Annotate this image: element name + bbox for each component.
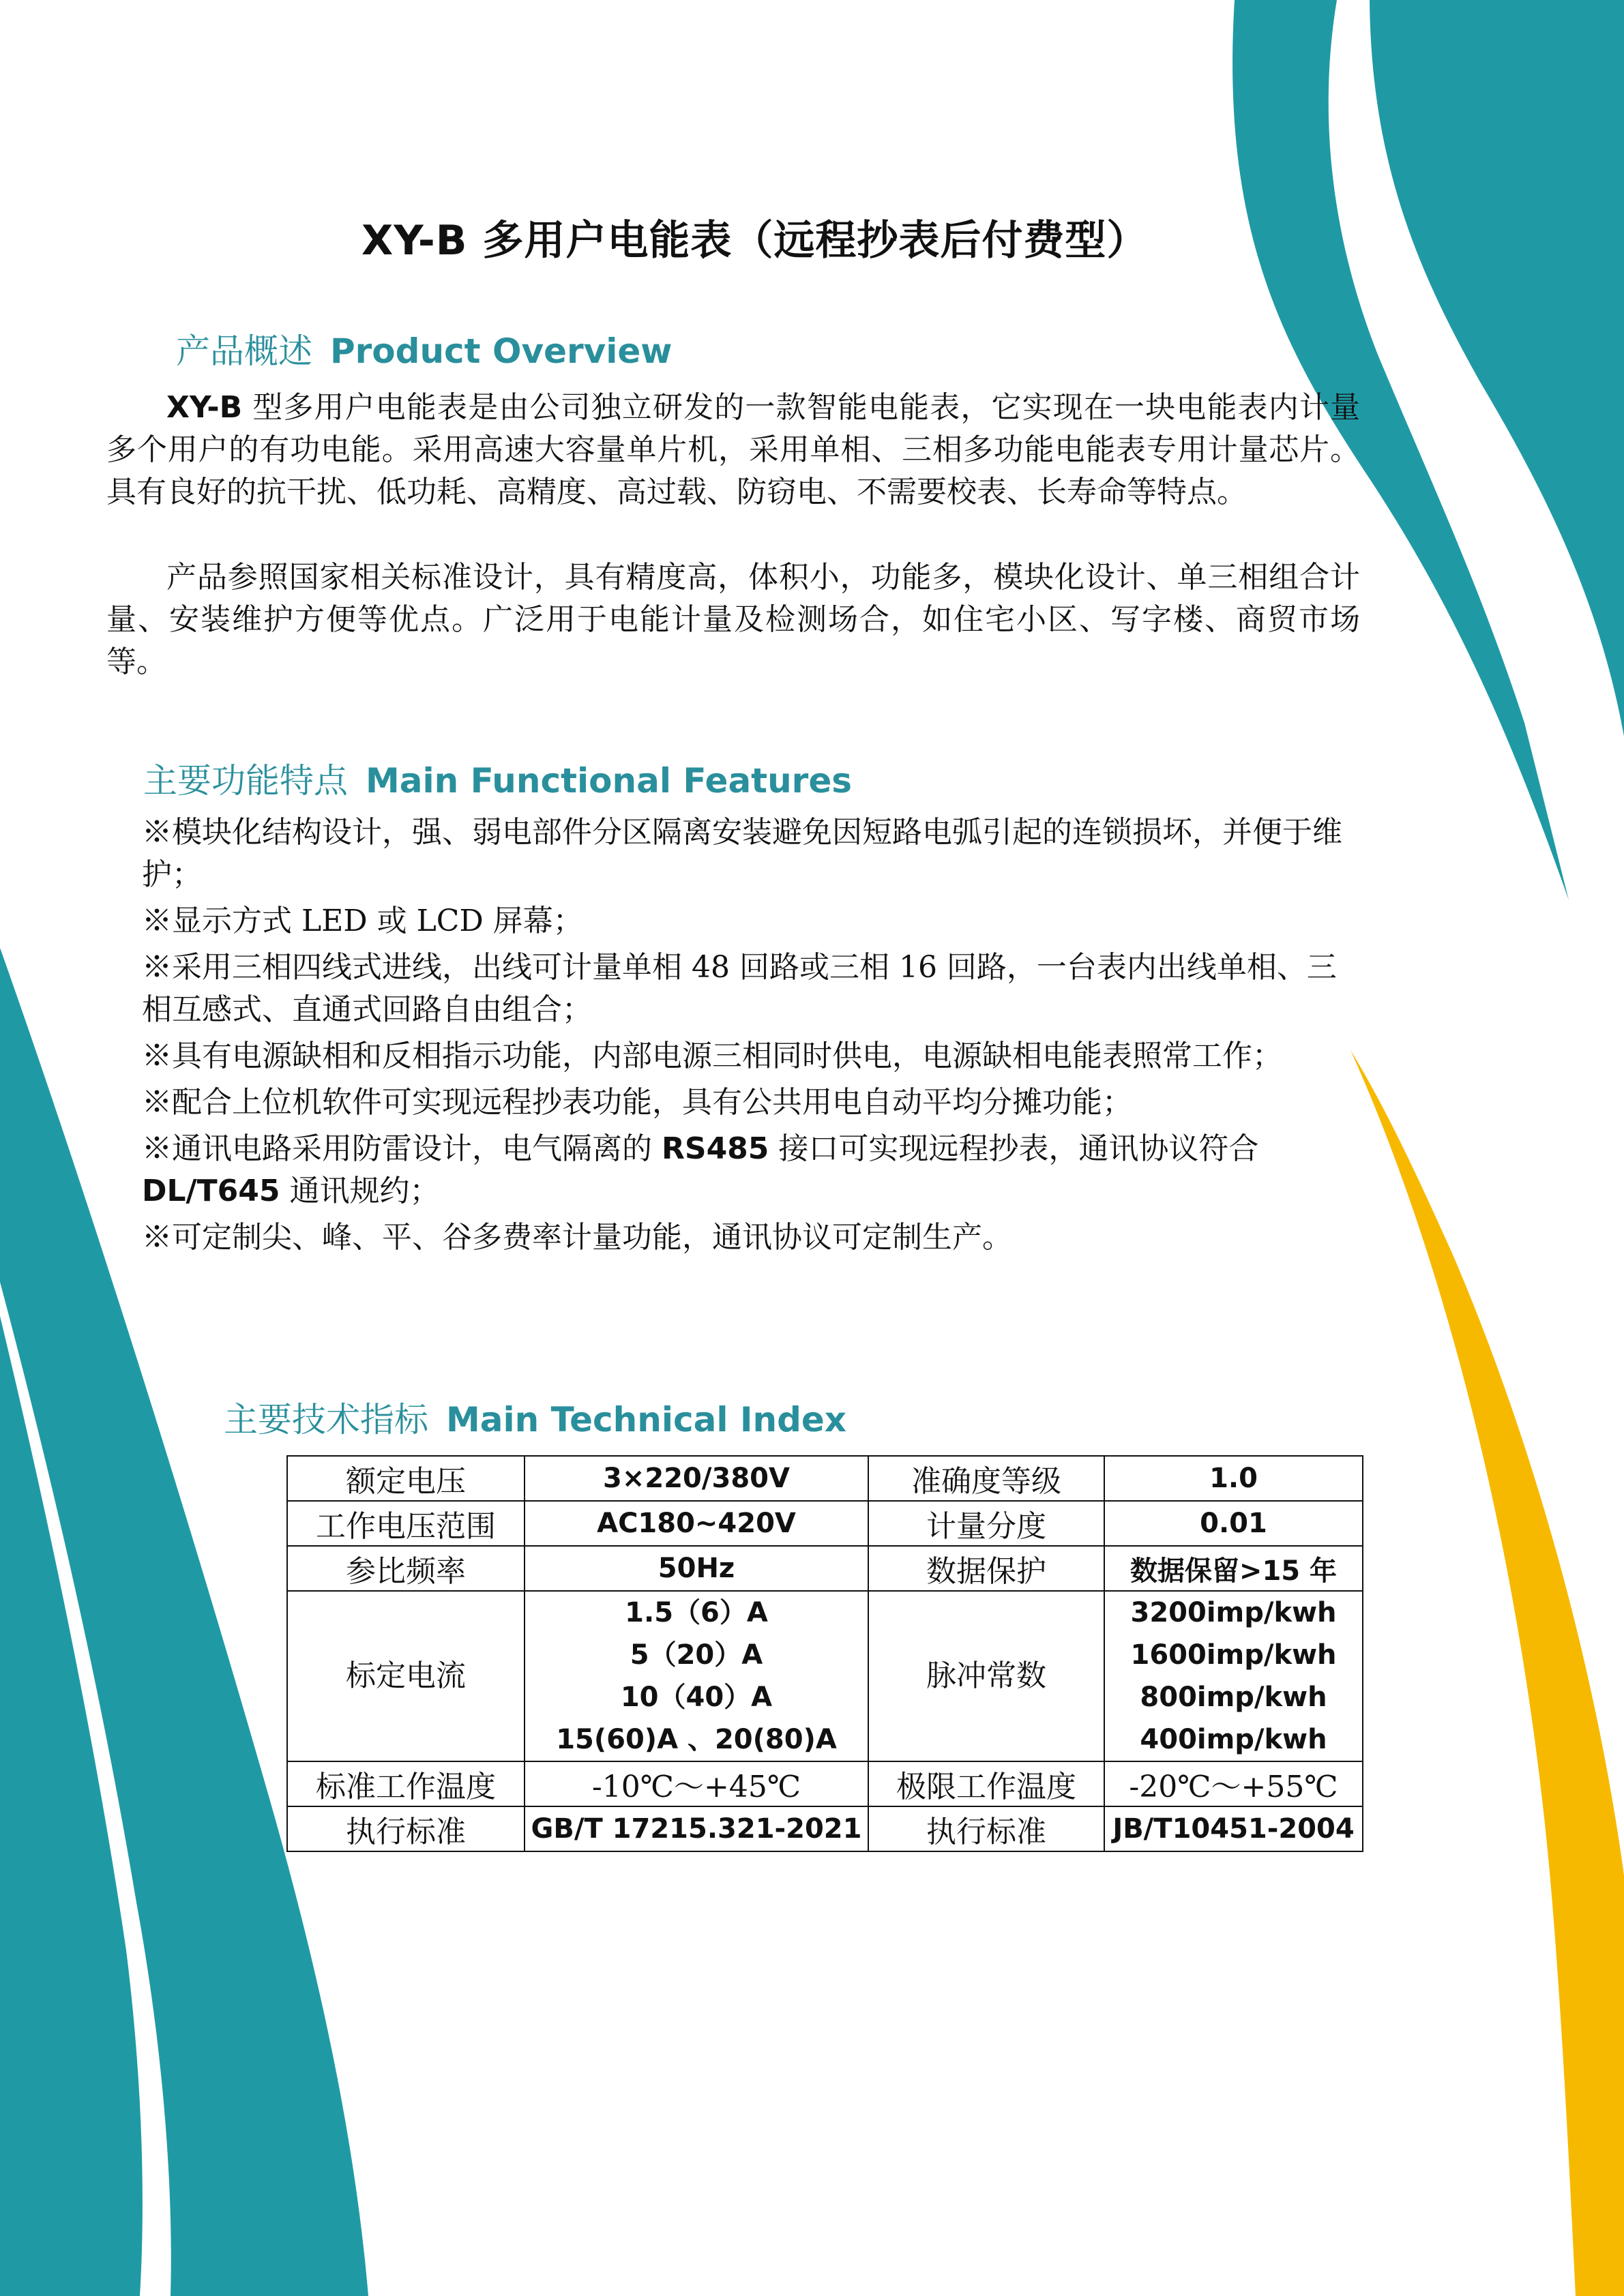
limit-temp-label: 极限工作温度: [868, 1761, 1104, 1806]
overview-p1-text: 型多用户电能表是由公司独立研发的一款智能电能表，它实现在一块电能表内计量多个用户的有功电能。采用高速大容量单片机，采用单相、三相多功能电能表专用计量芯片。具有良好的抗干扰、低功耗、高精度、高过载、防窃电、不需要校表、长寿命等特点。: [106, 390, 1360, 509]
table-row: [287, 1591, 1363, 1761]
feature-item-2: ※显示方式 LED 或 LCD 屏幕；: [142, 904, 583, 938]
standard-temp-label: 标准工作温度: [287, 1761, 525, 1806]
pulse-constant-value: 400imp/kwh: [1140, 1724, 1327, 1755]
feature-item-5: ※配合上位机软件可实现远程抄表功能，具有公共用电自动平均分摊功能；: [142, 1085, 1132, 1120]
overview-heading-zh: 产品概述: [176, 331, 312, 371]
tech-heading-zh: 主要技术指标: [224, 1400, 428, 1440]
feature-item-4: ※具有电源缺相和反相指示功能，内部电源三相同时供电，电源缺相电能表照常工作；: [142, 1039, 1282, 1073]
table-row: [287, 1761, 1363, 1806]
table-row: [287, 1456, 1363, 1501]
feature-6-part-a: ※通讯电路采用防雷设计，电气隔离的: [142, 1131, 662, 1166]
accuracy-value: 1.0: [1104, 1456, 1363, 1501]
standard-value: GB/T 17215.321-2021: [525, 1806, 868, 1851]
rated-current-value: 1.5（6）A: [625, 1597, 768, 1628]
rated-current-values: [525, 1591, 868, 1761]
rated-current-value: 10（40）A: [620, 1682, 773, 1713]
standard-temp-value: -10℃～+45℃: [525, 1761, 868, 1806]
pulse-constant-value: 800imp/kwh: [1140, 1682, 1327, 1713]
frequency-value: 50Hz: [525, 1546, 868, 1591]
table-row: [287, 1806, 1363, 1851]
standard-2-label: 执行标准: [868, 1806, 1104, 1851]
rated-voltage-label: 额定电压: [287, 1456, 525, 1501]
features-list: [142, 811, 1349, 1263]
feature-item-6: [142, 1128, 1349, 1212]
table-row: [287, 1501, 1363, 1546]
feature-item-7: ※可定制尖、峰、平、谷多费率计量功能，通讯协议可定制生产。: [142, 1220, 1012, 1255]
rated-voltage-value: 3×220/380V: [525, 1456, 868, 1501]
overview-paragraph-2: 产品参照国家相关标准设计，具有精度高，体积小，功能多，模块化设计、单三相组合计量、安装维护方便等优点。广泛用于电能计量及检测场合，如住宅小区、写字楼、商贸市场等。: [106, 560, 1360, 679]
voltage-range-value: AC180~420V: [525, 1501, 868, 1546]
page-title: XY-B 多用户电能表（远程抄表后付费型）: [361, 217, 1149, 265]
standard-label: 执行标准: [287, 1806, 525, 1851]
rated-current-value: 5（20）A: [630, 1639, 763, 1671]
limit-temp-value: -20℃～+55℃: [1104, 1761, 1363, 1806]
overview-paragraph-1: [106, 387, 1360, 513]
tech-heading: [224, 1392, 846, 1442]
overview-heading-en: Product Overview: [330, 331, 673, 371]
feature-item-3: ※采用三相四线式进线，出线可计量单相 48 回路或三相 16 回路，一台表内出线单相、三相互感式、直通式回路自由组合；: [142, 950, 1337, 1027]
tech-heading-en: Main Technical Index: [446, 1400, 847, 1440]
overview-model: XY-B: [166, 390, 243, 425]
data-protection-label: 数据保护: [868, 1546, 1104, 1591]
feature-6-part-e: 通讯规约；: [280, 1174, 440, 1208]
feature-6-dlt645: DL/T645: [142, 1174, 280, 1208]
resolution-label: 计量分度: [868, 1501, 1104, 1546]
features-heading-en: Main Functional Features: [366, 761, 853, 801]
tech-spec-table: [286, 1455, 1363, 1852]
feature-6-rs485: RS485: [662, 1131, 769, 1166]
resolution-value: 0.01: [1104, 1501, 1363, 1546]
data-protection-value: 数据保留>15 年: [1104, 1546, 1363, 1591]
rated-current-value: 15(60)A 、20(80)A: [556, 1724, 837, 1755]
overview-heading: [176, 324, 673, 373]
accuracy-label: 准确度等级: [868, 1456, 1104, 1501]
standard-2-value: JB/T10451-2004: [1104, 1806, 1363, 1851]
pulse-constant-value: 1600imp/kwh: [1130, 1639, 1337, 1671]
features-heading-zh: 主要功能特点: [143, 761, 348, 801]
pulse-constant-value: 3200imp/kwh: [1130, 1597, 1337, 1628]
rated-current-label: 标定电流: [287, 1591, 525, 1761]
table-row: [287, 1546, 1363, 1591]
pulse-constant-values: [1104, 1591, 1363, 1761]
feature-item-1: ※模块化结构设计，强、弱电部件分区隔离安装避免因短路电弧引起的连锁损坏，并便于维护；: [142, 815, 1342, 892]
frequency-label: 参比频率: [287, 1546, 525, 1591]
voltage-range-label: 工作电压范围: [287, 1501, 525, 1546]
feature-6-part-c: 接口可实现远程抄表，通讯协议符合: [769, 1131, 1259, 1166]
pulse-constant-label: 脉冲常数: [868, 1591, 1104, 1761]
features-heading: [143, 754, 852, 803]
